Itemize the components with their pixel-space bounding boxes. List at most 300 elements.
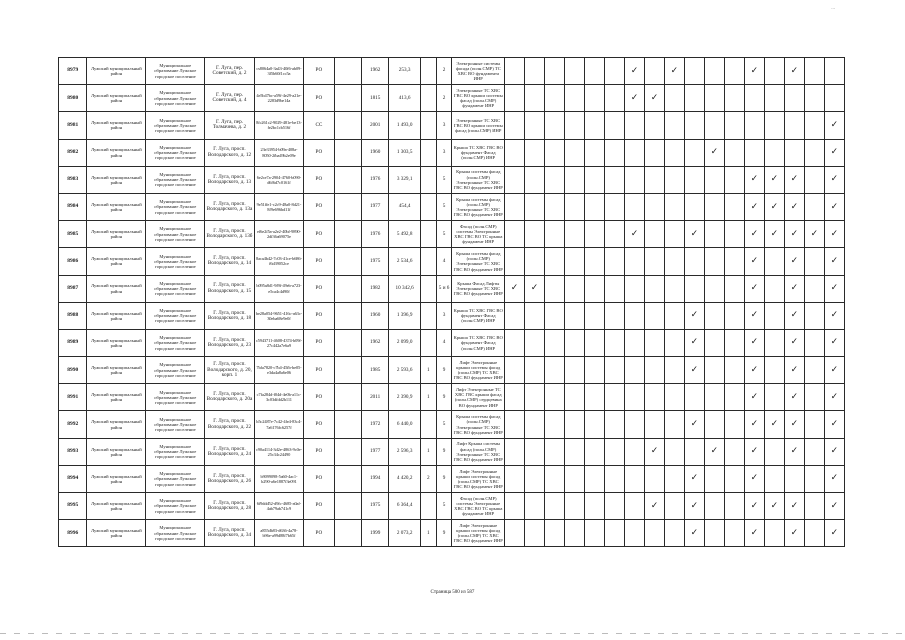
floors-cell: 9: [436, 520, 452, 547]
work-flag-cell: [784, 411, 804, 438]
municipality-cell: Муниципальное образование Лужское городское поселение: [146, 275, 205, 302]
work-flag-cell: [684, 520, 704, 547]
work-flag-cell: [605, 248, 625, 275]
work-flag-cell: [704, 329, 724, 356]
work-flag-cell: [505, 166, 525, 193]
lifts-cell: [420, 139, 436, 166]
work-flag-cell: [624, 329, 644, 356]
work-flag-cell: [664, 139, 684, 166]
work-flag-cell: [525, 520, 545, 547]
checkmark-icon: ✓: [750, 201, 759, 212]
work-flag-cell: [664, 520, 684, 547]
work-flag-cell: [605, 85, 625, 112]
checkmark-icon: ✓: [690, 228, 699, 239]
work-flag-cell: [565, 85, 585, 112]
district-cell: Лужский муниципальный район: [87, 493, 146, 520]
row-id-cell: 8982: [59, 139, 87, 166]
checkmark-icon: ✓: [790, 228, 799, 239]
table-row: [59, 357, 845, 384]
work-flag-cell: [505, 520, 525, 547]
checkmark-icon: ✓: [750, 500, 759, 511]
work-flag-cell: [744, 85, 764, 112]
row-id-cell: 8986: [59, 248, 87, 275]
table-row: [59, 329, 845, 356]
work-flag-cell: [525, 438, 545, 465]
work-flag-cell: [684, 112, 704, 139]
work-flag-cell: [764, 85, 784, 112]
checkmark-icon: ✓: [790, 419, 799, 430]
work-flag-cell: [545, 357, 565, 384]
blank-cell: [334, 166, 361, 193]
table-row: [59, 465, 845, 492]
work-flag-cell: [545, 166, 565, 193]
work-flag-cell: [585, 520, 605, 547]
work-flag-cell: [764, 112, 784, 139]
work-flag-cell: [624, 465, 644, 492]
area-cell: 413,6: [389, 85, 421, 112]
works-cell: Фасад (полн.СМР) системы Электронные ХВС ГВС ВО ТС крыша фундамент ИНР: [452, 493, 505, 520]
district-cell: Лужский муниципальный район: [87, 166, 146, 193]
work-flag-cell: [804, 384, 824, 411]
work-flag-cell: [505, 139, 525, 166]
work-flag-cell: [784, 166, 804, 193]
district-cell: Лужский муниципальный район: [87, 520, 146, 547]
work-flag-cell: [585, 329, 605, 356]
work-flag-cell: [565, 193, 585, 220]
work-flag-cell: [644, 493, 664, 520]
blank-cell: [334, 384, 361, 411]
checkmark-icon: ✓: [770, 419, 779, 430]
work-flag-cell: [565, 465, 585, 492]
checkmark-icon: ✓: [650, 500, 659, 511]
blank-cell: [334, 411, 361, 438]
row-id-cell: 8990: [59, 357, 87, 384]
work-flag-cell: [724, 465, 744, 492]
work-flag-cell: [724, 384, 744, 411]
work-flag-cell: [704, 58, 724, 85]
lifts-cell: [420, 166, 436, 193]
municipality-cell: Муниципальное образование Лужское городское поселение: [146, 520, 205, 547]
work-flag-cell: [525, 357, 545, 384]
work-flag-cell: [644, 58, 664, 85]
work-flag-cell: [684, 193, 704, 220]
checkmark-icon: ✓: [710, 147, 719, 158]
district-cell: Лужский муниципальный район: [87, 302, 146, 329]
material-cell: РО: [304, 384, 335, 411]
checkmark-icon: ✓: [690, 364, 699, 375]
work-flag-cell: [724, 493, 744, 520]
year-cell: 1975: [362, 248, 389, 275]
work-flag-cell: [744, 193, 764, 220]
area-cell: 4 420,2: [389, 465, 421, 492]
checkmark-icon: ✓: [830, 473, 839, 484]
work-flag-cell: [784, 438, 804, 465]
work-flag-cell: [684, 302, 704, 329]
material-cell: РО: [304, 520, 335, 547]
material-cell: РО: [304, 438, 335, 465]
work-flag-cell: [724, 357, 744, 384]
work-flag-cell: [824, 520, 844, 547]
table-row: [59, 384, 845, 411]
year-cell: 1977: [362, 193, 389, 220]
work-flag-cell: [605, 139, 625, 166]
work-flag-cell: [784, 493, 804, 520]
work-flag-cell: [545, 193, 565, 220]
work-flag-cell: [704, 465, 724, 492]
checkmark-icon: ✓: [830, 283, 839, 294]
material-cell: РО: [304, 357, 335, 384]
work-flag-cell: [784, 357, 804, 384]
work-flag-cell: [784, 193, 804, 220]
checkmark-icon: ✓: [790, 527, 799, 538]
work-flag-cell: [545, 248, 565, 275]
work-flag-cell: [684, 493, 704, 520]
municipality-cell: Муниципальное образование Лужское городское поселение: [146, 329, 205, 356]
works-cell: Крыша ТС ХВС ГВС ВО фундамент Фасад (полн.СМР) ИНР: [452, 302, 505, 329]
work-flag-cell: [624, 193, 644, 220]
work-flag-cell: [624, 520, 644, 547]
work-flag-cell: [724, 275, 744, 302]
guid-cell: c5943711-4608-4374-b09f-27c442a7e6a9: [254, 329, 303, 356]
table-row: [59, 112, 845, 139]
work-flag-cell: [664, 85, 684, 112]
work-flag-cell: [824, 85, 844, 112]
table-row: [59, 493, 845, 520]
work-flag-cell: [784, 465, 804, 492]
checkmark-icon: ✓: [690, 310, 699, 321]
area-cell: 2 099,0: [389, 329, 421, 356]
work-flag-cell: [704, 275, 724, 302]
address-cell: Г. Луга, просп. Володарского, д. 22: [205, 411, 254, 438]
work-flag-cell: [764, 248, 784, 275]
works-cell: Электронные ТС ХВС ГВС ВО крыши системы фасад (полн.СМР) фундамент ИНР: [452, 85, 505, 112]
work-flag-cell: [505, 384, 525, 411]
guid-cell: ef6e2f5a-a2e2-40bf-9890-2df36a69075e: [254, 221, 303, 248]
checkmark-icon: ✓: [750, 174, 759, 185]
work-flag-cell: [605, 465, 625, 492]
year-cell: 1962: [362, 329, 389, 356]
work-flag-cell: [704, 112, 724, 139]
guid-cell: 7bfa7820-c7b4-45fb-be05-e3da4a8a6e06: [254, 357, 303, 384]
work-flag-cell: [585, 302, 605, 329]
material-cell: РО: [304, 221, 335, 248]
floors-cell: 2: [436, 85, 452, 112]
address-cell: Г. Луга, просп. Володарского, д. 23: [205, 329, 254, 356]
checkmark-icon: ✓: [830, 446, 839, 457]
work-flag-cell: [505, 302, 525, 329]
works-cell: Лифт Электронные ТС ХВС ГВС крыши фасад (полн.СМР) сердцевина ВО фундамент ИНР: [452, 384, 505, 411]
work-flag-cell: [784, 85, 804, 112]
work-flag-cell: [644, 193, 664, 220]
district-cell: Лужский муниципальный район: [87, 112, 146, 139]
material-cell: РО: [304, 411, 335, 438]
material-cell: РО: [304, 275, 335, 302]
checkmark-icon: ✓: [830, 147, 839, 158]
work-flag-cell: [505, 329, 525, 356]
work-flag-cell: [605, 112, 625, 139]
work-flag-cell: [784, 221, 804, 248]
material-cell: РО: [304, 329, 335, 356]
material-cell: РО: [304, 85, 335, 112]
corner-mark: ...: [831, 6, 835, 11]
checkmark-icon: ✓: [750, 473, 759, 484]
work-flag-cell: [605, 357, 625, 384]
work-flag-cell: [764, 465, 784, 492]
floors-cell: 9: [436, 438, 452, 465]
work-flag-cell: [684, 166, 704, 193]
work-flag-cell: [545, 384, 565, 411]
guid-cell: b9099098-5a60-4ac1-b290-a6e1887f3e091: [254, 465, 303, 492]
work-flag-cell: [664, 411, 684, 438]
work-flag-cell: [525, 248, 545, 275]
work-flag-cell: [585, 166, 605, 193]
work-flag-cell: [664, 465, 684, 492]
works-cell: Лифт Электронные крыши системы фасад (полн.СМР) ТС ХВС ГВС ВО фундамент ИНР: [452, 520, 505, 547]
blank-cell: [334, 112, 361, 139]
lifts-cell: [420, 221, 436, 248]
work-flag-cell: [744, 58, 764, 85]
area-cell: 2 390,9: [389, 384, 421, 411]
row-id-cell: 8992: [59, 411, 87, 438]
work-flag-cell: [624, 248, 644, 275]
year-cell: 1999: [362, 520, 389, 547]
work-flag-cell: [605, 520, 625, 547]
address-cell: Г. Луга, просп. Володарского, д. 13а: [205, 193, 254, 220]
checkmark-icon: ✓: [750, 419, 759, 430]
works-cell: Лифт Электронные крыши системы фасад (полн.СМР) ТС ХВС ГВС ВО фундамент ИНР: [452, 357, 505, 384]
municipality-cell: Муниципальное образование Лужское городское поселение: [146, 438, 205, 465]
work-flag-cell: [565, 520, 585, 547]
work-flag-cell: [664, 193, 684, 220]
area-cell: 1 303,5: [389, 139, 421, 166]
work-flag-cell: [764, 302, 784, 329]
blank-cell: [334, 493, 361, 520]
table-row: [59, 58, 845, 85]
work-flag-cell: [744, 465, 764, 492]
work-flag-cell: [824, 112, 844, 139]
row-id-cell: 8996: [59, 520, 87, 547]
work-flag-cell: [824, 357, 844, 384]
area-cell: 2 534,6: [389, 248, 421, 275]
district-cell: Лужский муниципальный район: [87, 357, 146, 384]
work-flag-cell: [505, 248, 525, 275]
checkmark-icon: ✓: [750, 283, 759, 294]
work-flag-cell: [664, 248, 684, 275]
guid-cell: c90a4114-3d2e-4863-9c0e-25c34c24490: [254, 438, 303, 465]
work-flag-cell: [664, 438, 684, 465]
checkmark-icon: ✓: [790, 391, 799, 402]
address-cell: Г. Луга, просп. Володарского, д. 15: [205, 275, 254, 302]
checkmark-icon: ✓: [750, 364, 759, 375]
district-cell: Лужский муниципальный район: [87, 411, 146, 438]
floors-cell: 9: [436, 384, 452, 411]
work-flag-cell: [505, 357, 525, 384]
municipality-cell: Муниципальное образование Лужское городское поселение: [146, 221, 205, 248]
work-flag-cell: [565, 166, 585, 193]
lifts-cell: [420, 411, 436, 438]
guid-cell: 9e51ffe1-c2c9-48a0-8d21-8f9e696bd11f: [254, 193, 303, 220]
address-cell: Г. Луга, просп. Володарского, д. 20а: [205, 384, 254, 411]
work-flag-cell: [525, 302, 545, 329]
work-flag-cell: [585, 493, 605, 520]
work-flag-cell: [684, 58, 704, 85]
work-flag-cell: [525, 329, 545, 356]
area-cell: 2 073,2: [389, 520, 421, 547]
checkmark-icon: ✓: [690, 527, 699, 538]
year-cell: 1982: [362, 275, 389, 302]
work-flag-cell: [804, 520, 824, 547]
works-cell: Крыша ТС ХВС ГВС ВО фундамент Фасад (полн.СМР) ИНР: [452, 139, 505, 166]
work-flag-cell: [525, 411, 545, 438]
blank-cell: [334, 85, 361, 112]
work-flag-cell: [764, 411, 784, 438]
works-cell: Крыша ТС ХВС ГВС ВО фундамент Фасад (полн.СМР) ИНР: [452, 329, 505, 356]
checkmark-icon: ✓: [830, 174, 839, 185]
area-cell: 10 342,6: [389, 275, 421, 302]
housing-table: [58, 57, 845, 547]
blank-cell: [334, 221, 361, 248]
work-flag-cell: [505, 112, 525, 139]
work-flag-cell: [804, 193, 824, 220]
work-flag-cell: [744, 329, 764, 356]
work-flag-cell: [784, 58, 804, 85]
work-flag-cell: [565, 221, 585, 248]
work-flag-cell: [764, 520, 784, 547]
checkmark-icon: ✓: [830, 228, 839, 239]
work-flag-cell: [644, 248, 664, 275]
works-cell: Электронные ТС ХВС ГВС ВО крыши системы фасад (полн.СМР) ИНР: [452, 112, 505, 139]
area-cell: 1 396,9: [389, 302, 421, 329]
work-flag-cell: [605, 166, 625, 193]
checkmark-icon: ✓: [630, 228, 639, 239]
work-flag-cell: [605, 438, 625, 465]
checkmark-icon: ✓: [690, 473, 699, 484]
work-flag-cell: [624, 493, 644, 520]
checkmark-icon: ✓: [750, 228, 759, 239]
floors-cell: 2: [436, 58, 452, 85]
address-cell: Г. Луга, просп. Володарского, д. 34: [205, 520, 254, 547]
blank-cell: [334, 275, 361, 302]
table-row: [59, 248, 845, 275]
area-cell: 6 440,0: [389, 411, 421, 438]
scan-edge-divider: [0, 633, 905, 634]
work-flag-cell: [744, 493, 764, 520]
work-flag-cell: [804, 248, 824, 275]
lifts-cell: [420, 85, 436, 112]
checkmark-icon: ✓: [750, 527, 759, 538]
row-id-cell: 8995: [59, 493, 87, 520]
year-cell: 1960: [362, 302, 389, 329]
work-flag-cell: [624, 275, 644, 302]
work-flag-cell: [684, 139, 704, 166]
work-flag-cell: [624, 438, 644, 465]
work-flag-cell: [545, 85, 565, 112]
work-flag-cell: [824, 221, 844, 248]
work-flag-cell: [624, 166, 644, 193]
district-cell: Лужский муниципальный район: [87, 465, 146, 492]
work-flag-cell: [585, 193, 605, 220]
work-flag-cell: [744, 357, 764, 384]
work-flag-cell: [605, 221, 625, 248]
work-flag-cell: [804, 166, 824, 193]
table-row: [59, 166, 845, 193]
work-flag-cell: [744, 302, 764, 329]
year-cell: 1960: [362, 139, 389, 166]
address-cell: Г. Луга, просп. Володарского, д. 18: [205, 302, 254, 329]
work-flag-cell: [545, 275, 565, 302]
work-flag-cell: [684, 85, 704, 112]
work-flag-cell: [784, 520, 804, 547]
material-cell: РО: [304, 58, 335, 85]
work-flag-cell: [724, 112, 744, 139]
work-flag-cell: [585, 248, 605, 275]
checkmark-icon: ✓: [790, 364, 799, 375]
area-cell: 2 593,6: [389, 357, 421, 384]
work-flag-cell: [545, 58, 565, 85]
work-flag-cell: [525, 112, 545, 139]
municipality-cell: Муниципальное образование Лужское городское поселение: [146, 357, 205, 384]
work-flag-cell: [525, 275, 545, 302]
work-flag-cell: [724, 302, 744, 329]
work-flag-cell: [684, 248, 704, 275]
work-flag-cell: [545, 112, 565, 139]
work-flag-cell: [784, 112, 804, 139]
row-id-cell: 8993: [59, 438, 87, 465]
checkmark-icon: ✓: [750, 446, 759, 457]
district-cell: Лужский муниципальный район: [87, 438, 146, 465]
year-cell: 1985: [362, 357, 389, 384]
work-flag-cell: [545, 493, 565, 520]
work-flag-cell: [724, 221, 744, 248]
work-flag-cell: [585, 139, 605, 166]
work-flag-cell: [764, 329, 784, 356]
year-cell: 1977: [362, 438, 389, 465]
work-flag-cell: [764, 438, 784, 465]
guid-cell: 23e33954-b09a-408a-8050-2fba49b2e09e: [254, 139, 303, 166]
work-flag-cell: [565, 275, 585, 302]
guid-cell: be28a054-9651-416c-a63c-30eba68e9e0f: [254, 302, 303, 329]
work-flag-cell: [525, 221, 545, 248]
work-flag-cell: [525, 85, 545, 112]
work-flag-cell: [724, 438, 744, 465]
address-cell: Г. Луга, просп. Володарского, д. 28: [205, 493, 254, 520]
work-flag-cell: [585, 357, 605, 384]
floors-cell: 5: [436, 193, 452, 220]
works-cell: Фасад (полн.СМР) системы Электронные ХВС ГВС ВО ТС крыша фундамент ИНР: [452, 221, 505, 248]
work-flag-cell: [585, 112, 605, 139]
floors-cell: 4: [436, 329, 452, 356]
municipality-cell: Муниципальное образование Лужское городское поселение: [146, 248, 205, 275]
work-flag-cell: [585, 438, 605, 465]
work-flag-cell: [605, 275, 625, 302]
works-cell: Крыша Фасад Лифты Электронные ТС ХВС ГВС ВО фундамент ИНР: [452, 275, 505, 302]
work-flag-cell: [824, 275, 844, 302]
material-cell: РО: [304, 139, 335, 166]
work-flag-cell: [664, 493, 684, 520]
checkmark-icon: ✓: [750, 337, 759, 348]
work-flag-cell: [624, 112, 644, 139]
municipality-cell: Муниципальное образование Лужское городское поселение: [146, 85, 205, 112]
checkmark-icon: ✓: [530, 283, 539, 294]
work-flag-cell: [545, 438, 565, 465]
year-cell: 1976: [362, 221, 389, 248]
work-flag-cell: [624, 411, 644, 438]
checkmark-icon: ✓: [670, 65, 679, 76]
municipality-cell: Муниципальное образование Лужское городское поселение: [146, 58, 205, 85]
row-id-cell: 8979: [59, 58, 87, 85]
lifts-cell: [420, 329, 436, 356]
table-row: [59, 411, 845, 438]
